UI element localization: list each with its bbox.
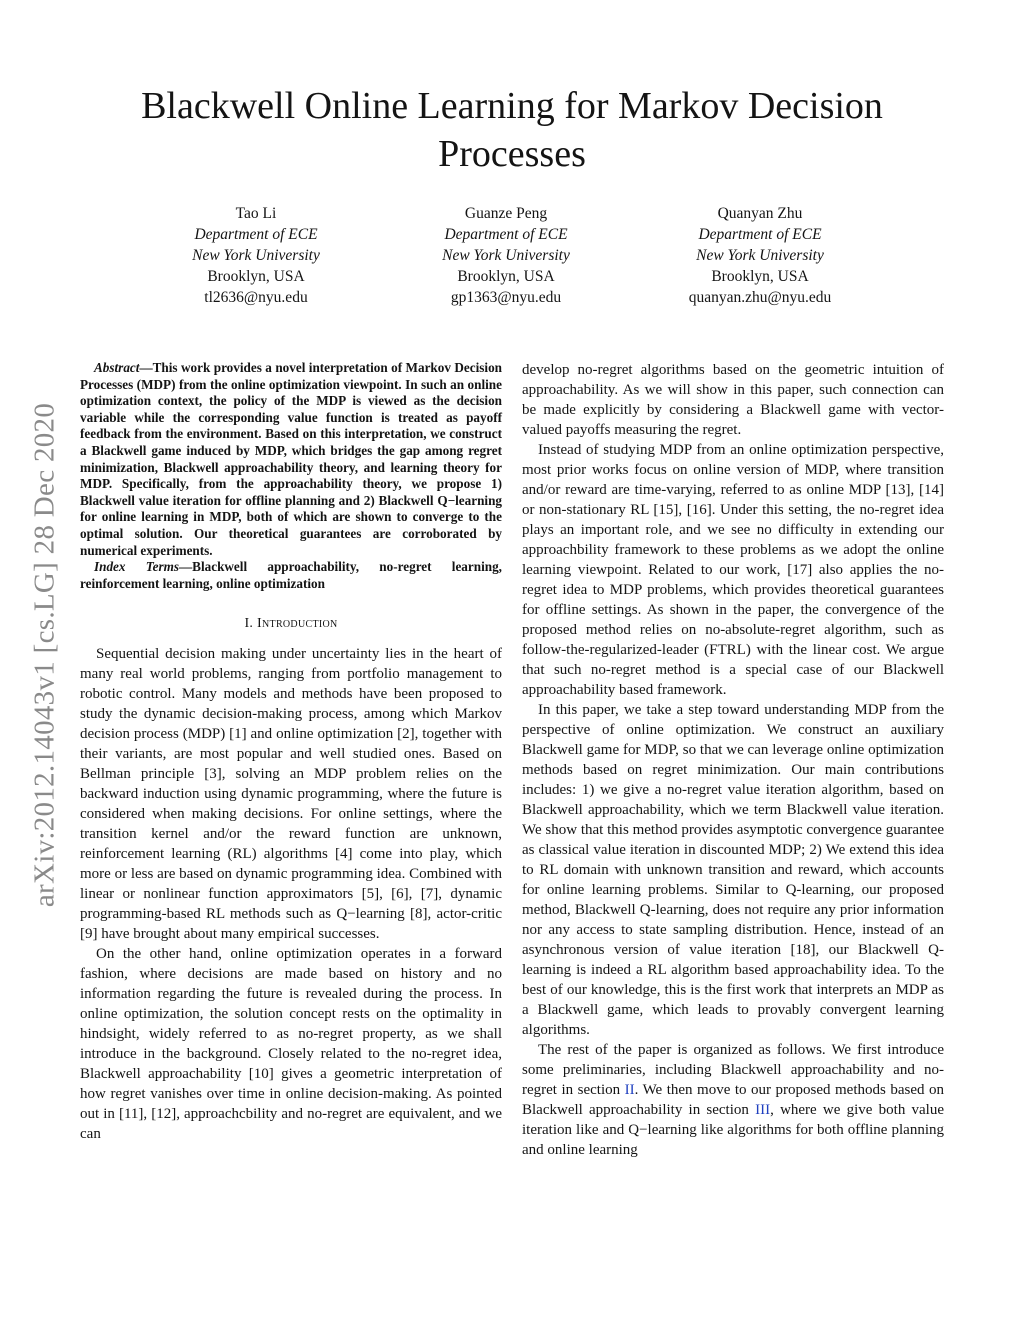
author-name: Guanze Peng — [464, 205, 548, 222]
paragraph: Sequential decision making under uncertainty lies in the heart of many real world problems, ranging from portfolio management to robotic control. Many models and methods have been proposed to study the dynamic decision-making process, among which Markov decision process (MDP) [1] and online optimization [2], together with their variants, are most popular and well studied ones. Based on Bellman principle [3], solving an MDP problem relies on the backward induction using dynamic programming, where the future is considered when making decisions. For online settings, where the transition kernel and/or the reward function are unknown, reinforcement learning (RL) algorithms [4] come into play, which more or less are based on dynamic programming idea. Combined with linear or nonlinear function approximators [5], [6], [7], dynamic programming-based RL methods such as Q−learning [8], actor-critic [9] have brought about many empirical successes. — [80, 646, 502, 943]
author-univ: New York University — [696, 247, 824, 264]
author-dept: Department of ECE — [698, 226, 822, 243]
paragraph: In this paper, we take a step toward understanding MDP from the perspective of online optimization. We construct an auxiliary Blackwell game for MDP, so that we can leverage online optimization methods based on regret minimization. Our main contributions includes: 1) we give a no-regret value iteration algorithm, based on Blackwell approachability, which we term Blackwell value iteration. We show that this method provides asymptotic convergence guarantee as classical value iteration in discounted MDP; 2) We extend this idea to RL domain with unknown transition and reward, which accounts for online learning problems. Similar to Q-learning, our proposed method, Blackwell Q-learning, does not require any prior information nor any access to state sampling distribution. Hence, instead of an asynchronous version of value iteration [18], our Blackwell Q-learning is indeed a RL algorithm based approachability idea. To the best of our knowledge, this is the first work that interprets an MDP as a Blackwell game, which leads to provably convergent learning algorithms. — [522, 702, 944, 1038]
paper-title: Blackwell Online Learning for Markov Decision Processes — [141, 85, 883, 175]
paragraph: Instead of studying MDP from an online optimization perspective, most prior works focus on online version of MDP, where transition and/or reward are time-varying, referred to as online MDP [13], [14] or non-stationary RL [15], [16]. Under this setting, the no-regret idea plays an important role, and we see no difficulty in extending our approachbility framework to these problems as we adopt the online learning viewpoint. Related to our work, [17] also applies the no-regret idea to MDP problems, which provides theoretical guarantees for offline settings. As shown in the paper, the convergence of the proposed method relies on no-absolute-regret algorithm, such as follow-the-regularized-leader (FTRL) with the linear cost. We argue that such no-regret method is a special case of our Blackwell approachability based framework. — [522, 442, 944, 698]
section-ref-link[interactable]: II — [624, 1082, 635, 1098]
paragraph: On the other hand, online optimization operates in a forward fashion, where decisions are made based on history and no information regarding the future is revealed during the process. In online optimization, the solution concept rests on the optimality in hindsight, widely referred to as no-regret property, as we shall introduce in the background. Closely related to the no-regret idea, Blackwell approachability [10] gives a geometric interpretation of how regret vanishes over time in online decision-making. As pointed out in [11], [12], approachcbility and no-regret are equivalent, and we can — [80, 946, 502, 1143]
author-univ: New York University — [192, 247, 320, 264]
author-block-1 — [136, 203, 376, 308]
author-location: Brooklyn, USA — [711, 268, 809, 285]
author-block-2 — [386, 203, 626, 308]
author-dept: Department of ECE — [194, 226, 318, 243]
section-heading — [80, 614, 502, 634]
author-email: tl2636@nyu.edu — [204, 289, 308, 306]
right-column — [522, 360, 944, 1160]
left-column — [80, 360, 502, 1144]
section-title: Introduction — [257, 616, 338, 632]
arxiv-stamp — [0, 350, 90, 960]
arxiv-id: arXiv:2012.14043v1 [cs.LG] 28 Dec 2020 — [28, 402, 61, 908]
author-name: Tao Li — [235, 205, 277, 222]
section-ref-link[interactable]: III — [755, 1102, 771, 1118]
author-univ: New York University — [442, 247, 570, 264]
paragraph: develop no-regret algorithms based on the geometric intuition of approachability. As we will show in this paper, such connection can be made explicitly by considering a Blackwell game with vector-valued payoffs measuring the regret. — [522, 362, 944, 438]
index-terms-label: Index Terms — [94, 559, 179, 575]
paragraph: The rest of the paper is organized as follows. We first introduce some preliminaries, including Blackwell approachability and no-regret in section II. We then move to our proposed methods based on Blackwell approachability in section III, where we give both value iteration like and Q−learning like algorithms for both offline planning and online learning — [522, 1042, 945, 1158]
author-location: Brooklyn, USA — [457, 268, 555, 285]
abstract-text: This work provides a novel interpretation of Markov Decision Processes (MDP) from the online optimization viewpoint. In such an online optimization context, the policy of the MDP is viewed as the decision variable while the corresponding value function is treated as payoff feedback from the environment. Based on this interpretation, we construct a Blackwell game induced by MDP, which bridges the gap among regret minimization, Blackwell approachability theory, and learning theory for MDP. Specifically, from the approachability theory, we propose 1) Blackwell value iteration for offline planning and 2) Blackwell Q−learning for online learning in MDP, both of which are shown to converge to the optimal solution. Our theoretical guarantees are corroborated by numerical experiments. — [80, 360, 502, 558]
abstract-label: Abstract — [94, 360, 140, 375]
author-email: gp1363@nyu.edu — [450, 289, 562, 306]
author-dept: Department of ECE — [444, 226, 568, 243]
section-number: I. — [244, 616, 254, 632]
author-block-3 — [640, 203, 880, 308]
author-location: Brooklyn, USA — [207, 268, 305, 285]
author-name: Quanyan Zhu — [717, 205, 803, 222]
index-terms-text: Blackwell approachability, no-regret learning, reinforcement learning, online optimization — [80, 559, 502, 591]
abstract: Abstract—This work provides a novel interpretation of Markov Decision Processes (MDP) from the online optimization viewpoint. In such an online optimization context, the policy of the MDP is viewed as the decision variable while the corresponding value function is treated as payoff feedback from the environment. Based on this interpretation, we construct a Blackwell game induced by MDP, which bridges the gap among regret minimization, Blackwell approachability theory, and learning theory for MDP. Specifically, from the approachability theory, we propose 1) Blackwell value iteration for offline planning and 2) Blackwell Q−learning for online learning in MDP, both of which are shown to converge to the optimal solution. Our theoretical guarantees are corroborated by numerical experiments. Index Terms—Blackwell approachability, no-regret learning, reinforcement learning, online optimization — [80, 360, 502, 591]
author-email: quanyan.zhu@nyu.edu — [688, 289, 832, 306]
